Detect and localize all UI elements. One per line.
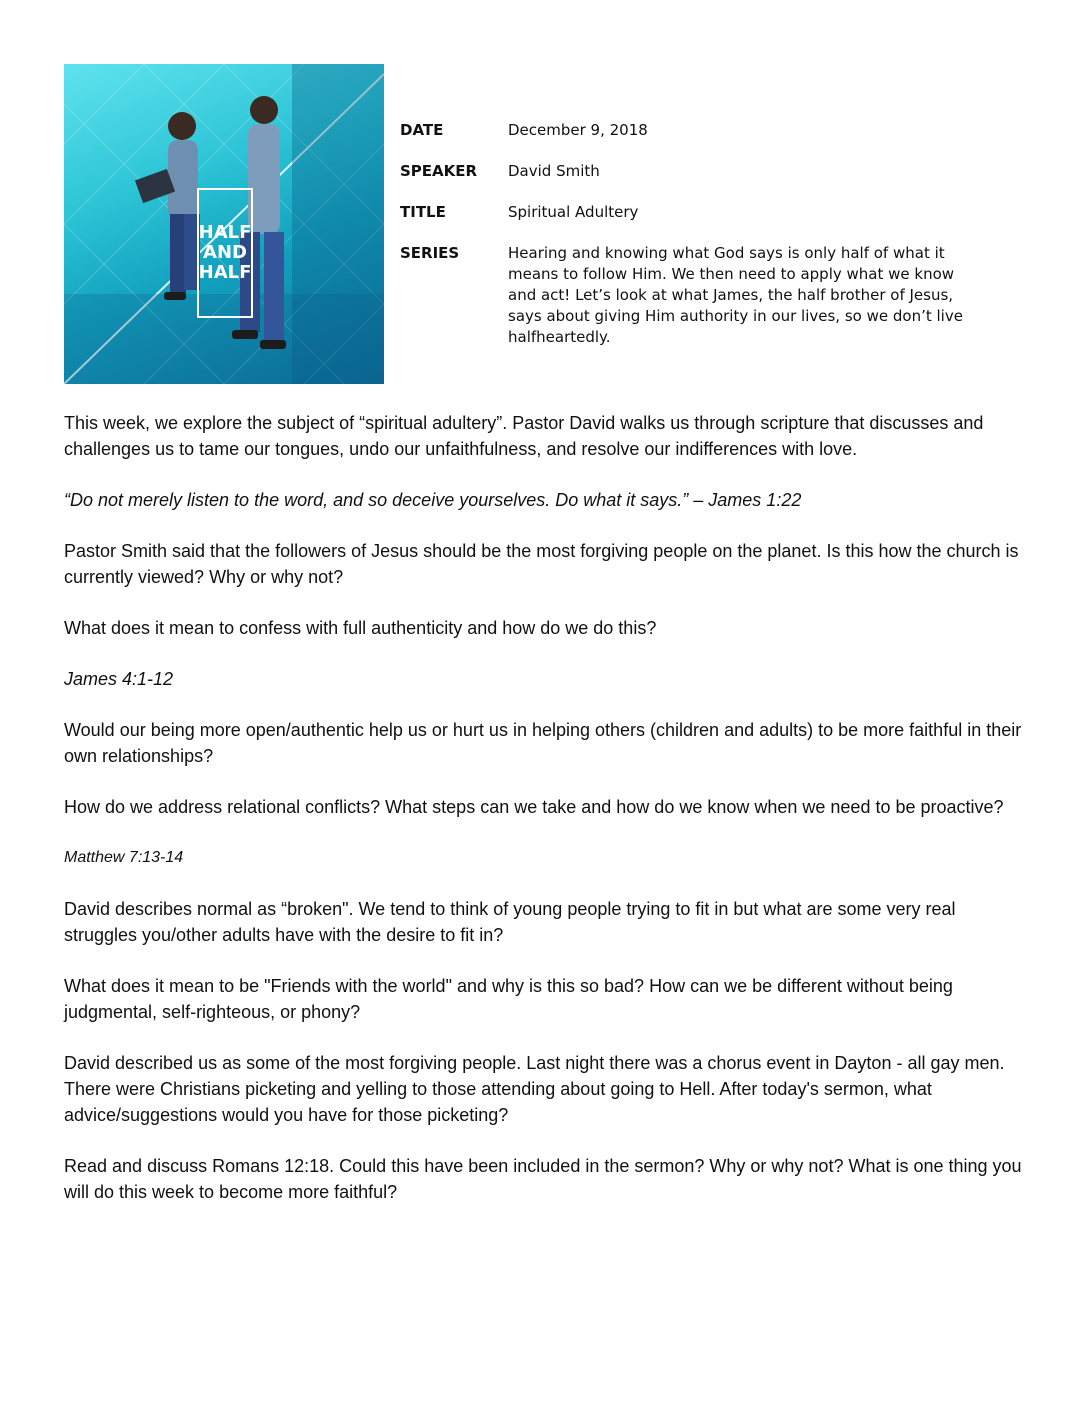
meta-value: Hearing and knowing what God says is only half of what it means to follow Him. We then need to apply what we know and act! Let’s look at what James, the half brother of Jesus, says about giving Him authority in our lives, so we don’t live halfheartedly. (508, 244, 963, 346)
discussion-question: What does it mean to be "Friends with the world" and why is this so bad? How can we be different without being judgmental, self-righteous, or phony? (64, 976, 953, 1022)
discussion-question: Would our being more open/authentic help us or hurt us in helping others (children and adults) to be more faithful in their own relationships? (64, 720, 1022, 766)
scripture-quote: “Do not merely listen to the word, and so deceive yourselves. Do what it says.” – James 1:22 (64, 490, 802, 510)
logo-line: HALF (198, 222, 252, 243)
discussion-question: Pastor Smith said that the followers of Jesus should be the most forgiving people on the planet. Is this how the church is currently viewed? Why or why not? (64, 541, 1019, 587)
meta-label: SPEAKER (400, 162, 478, 180)
intro-paragraph: This week, we explore the subject of “spiritual adultery”. Pastor David walks us through scripture that discusses and challenges us to tame our tongues, undo our unfaithfulness, and resolve our indifferences with love. (64, 413, 984, 459)
meta-row-series (400, 243, 1020, 348)
meta-label: TITLE (400, 203, 446, 221)
meta-row-title (400, 202, 1020, 223)
scripture-reference: Matthew 7:13-14 (64, 849, 184, 866)
discussion-guide (64, 410, 1024, 1230)
meta-row-speaker (400, 161, 1020, 182)
scripture-reference: James 4:1-12 (64, 669, 174, 689)
meta-row-date (400, 120, 1020, 141)
meta-label: SERIES (400, 244, 460, 262)
meta-value: December 9, 2018 (508, 121, 648, 139)
series-artwork (64, 64, 384, 384)
logo-line: AND (203, 242, 247, 263)
discussion-question: David describes normal as “broken". We tend to think of young people trying to fit in but what are some very real struggles you/other adults have with the desire to fit in? (64, 899, 956, 945)
series-logo (197, 188, 253, 318)
logo-line: HALF (198, 262, 252, 283)
discussion-question: How do we address relational conflicts? What steps can we take and how do we know when we need to be proactive? (64, 797, 1004, 817)
sermon-details (400, 120, 1020, 368)
discussion-question: David described us as some of the most forgiving people. Last night there was a chorus event in Dayton - all gay men. There were Christians picketing and yelling to those attending about going to Hell. After today's sermon, what advice/suggestions would you have for those picketing? (64, 1053, 1005, 1125)
meta-value: David Smith (508, 162, 600, 180)
discussion-question: Read and discuss Romans 12:18. Could this have been included in the sermon? Why or why not? What is one thing you will do this week to become more faithful? (64, 1156, 1022, 1202)
meta-value: Spiritual Adultery (508, 203, 639, 221)
discussion-question: What does it mean to confess with full authenticity and how do we do this? (64, 618, 657, 638)
meta-label: DATE (400, 121, 444, 139)
